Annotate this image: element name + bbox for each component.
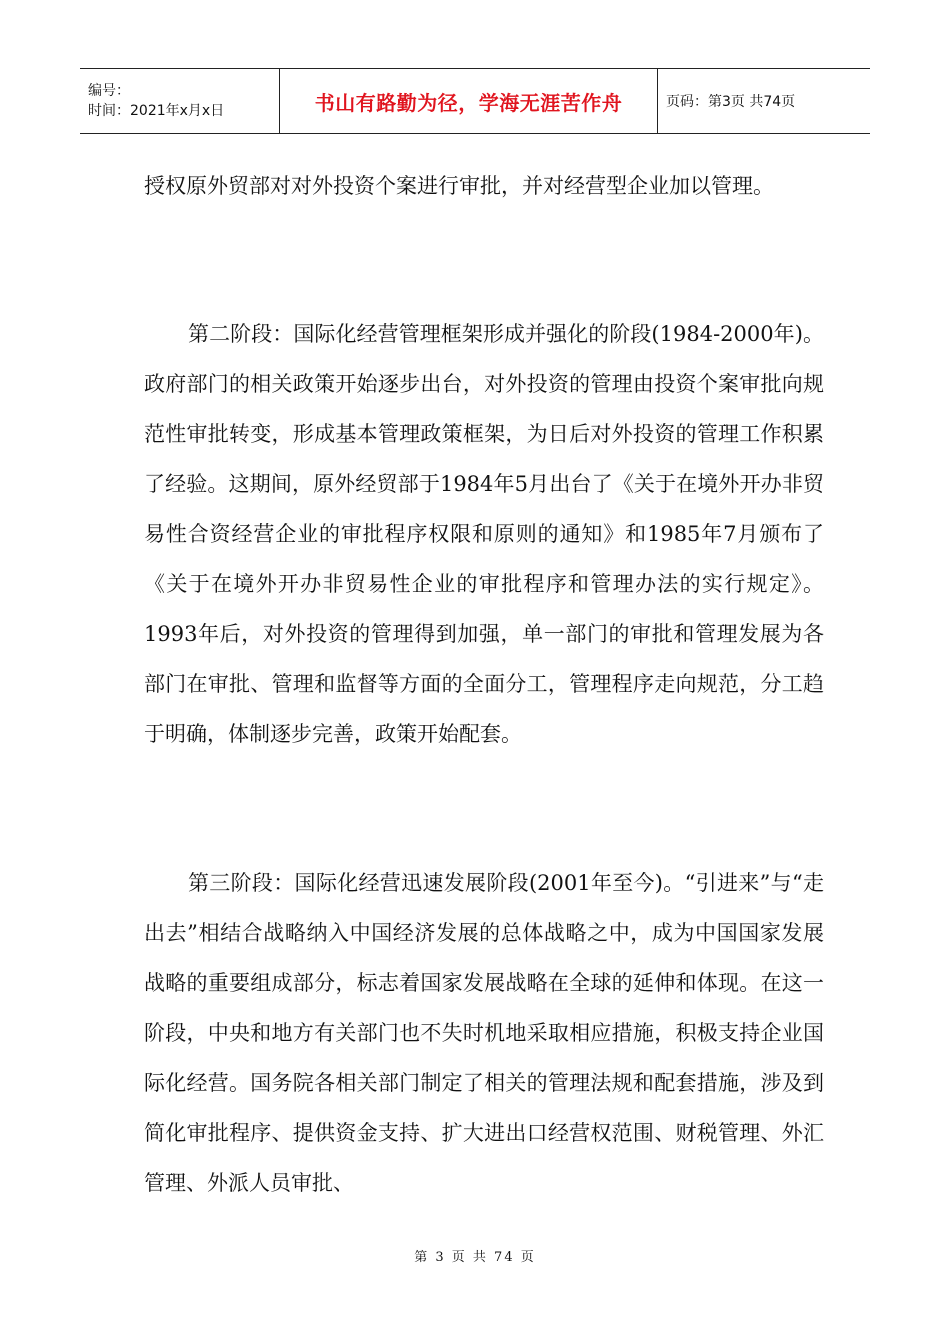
document-number-label: 编号：	[88, 83, 130, 99]
header-motto-cell	[280, 69, 658, 133]
header-motto: 书山有路勤为径，学海无涯苦作舟	[314, 90, 623, 115]
paragraph-stage-two: 第二阶段：国际化经营管理框架形成并强化的阶段(1984-2000年)。政府部门的相关政策开始逐步出台，对外投资的管理由投资个案审批向规范性审批转变，形成基本管理政策框架，为日后对外投资的管理工作积累了经验。这期间，原外经贸部于1984年5月出台了《关于在境外开办非贸易性合资经营企业的审批程序权限和原则的通知》和1985年7月颁布了《关于在境外开办非贸易性企业的审批程序和管理办法的实行规定》。1993年后，对外投资的管理得到加强，单一部门的审批和管理发展为各部门在审批、管理和监督等方面的全面分工，管理程序走向规范，分工趋于明确，体制逐步完善，政策开始配套。	[144, 322, 824, 746]
document-date: 时间：2021年x月x日	[88, 103, 225, 119]
paragraph-continuation: 授权原外贸部对对外投资个案进行审批，并对经营型企业加以管理。	[144, 174, 774, 198]
page-header	[80, 68, 870, 134]
paragraph-stage-three: 第三阶段：国际化经营迅速发展阶段(2001年至今)。“引进来”与“走出去”相结合战略纳入中国经济发展的总体战略之中，成为中国国家发展战略的重要组成部分，标志着国家发展战略在全球的延伸和体现。在这一阶段，中央和地方有关部门也不失时机地采取相应措施，积极支持企业国际化经营。国务院各相关部门制定了相关的管理法规和配套措施，涉及到简化审批程序、提供资金支持、扩大进出口经营权范围、财税管理、外汇管理、外派人员审批、	[144, 871, 824, 1195]
page-footer: 第 3 页 共 74 页	[414, 1250, 536, 1265]
header-page-info: 页码：第3页 共74页	[666, 94, 796, 110]
header-meta	[80, 69, 280, 133]
